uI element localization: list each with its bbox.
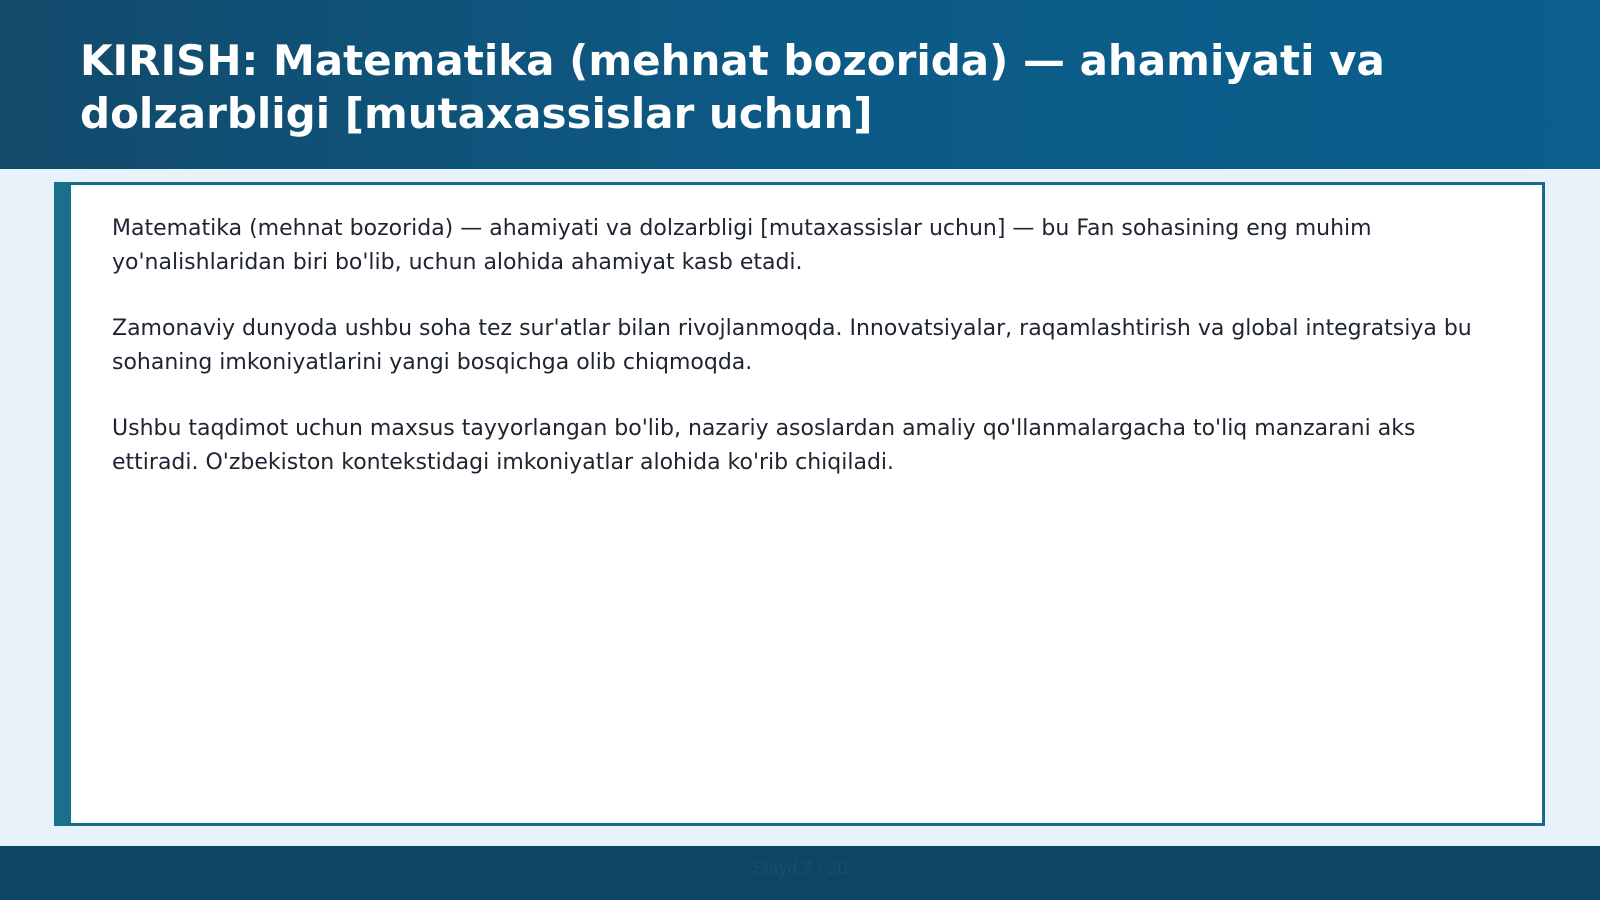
slide-footer (0, 846, 1600, 900)
content-body (112, 212, 1502, 512)
paragraph-modern-world: Zamonaviy dunyoda ushbu soha tez sur'atlar bilan rivojlanmoqda. Innovatsiyalar, raqamlashtirish va global integratsiya bu sohaning imkoniyatlarini yangi bosqichga olib chiqmoqda. (112, 316, 1472, 375)
paragraph-intro: Matematika (mehnat bozorida) — ahamiyati va dolzarbligi [mutaxassislar uchun] — bu Fan sohasining eng muhim yo'nalishlaridan biri bo'lib, uchun alohida ahamiyat kasb etadi. (112, 216, 1372, 275)
slide-header (0, 0, 1600, 169)
slide-title: KIRISH: Matematika (mehnat bozorida) — ahamiyati va dolzarbligi [mutaxassislar uchun] (80, 36, 1385, 138)
paragraph-presentation-purpose: Ushbu taqdimot uchun maxsus tayyorlangan bo'lib, nazariy asoslardan amaliy qo'llanmalargacha to'liq manzarani aks ettiradi. O'zbekiston kontekstidagi imkoniyatlar alohida ko'rib chiqiladi. (112, 416, 1416, 475)
content-card-accent-bar (54, 182, 71, 826)
slide-number: Slayd 2 / 20 (752, 858, 848, 878)
